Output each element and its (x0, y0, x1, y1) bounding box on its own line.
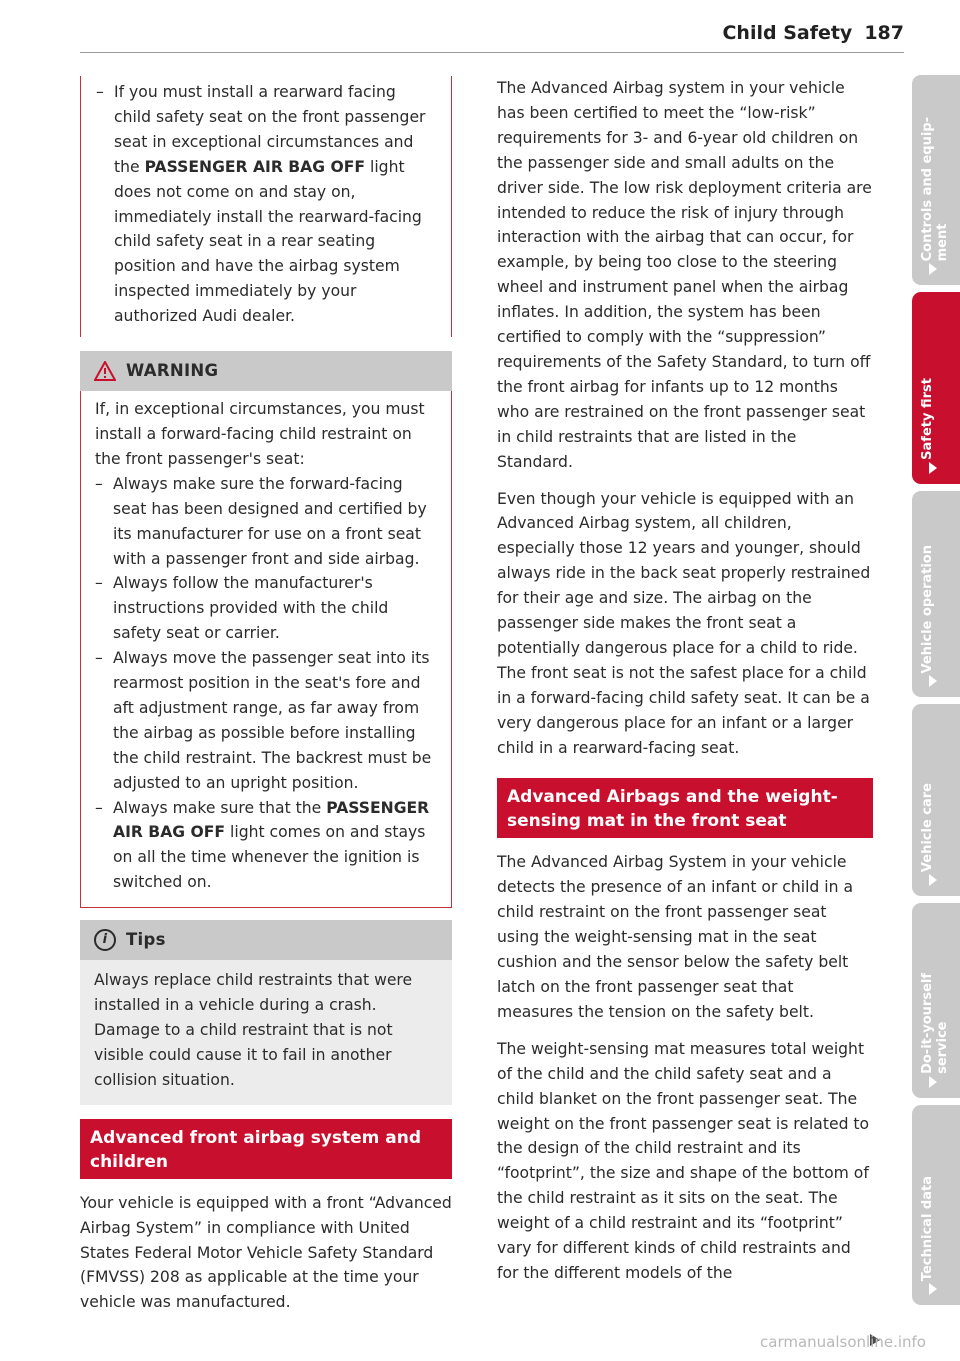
side-tab-label: Safety first (920, 378, 935, 460)
warning-body (80, 391, 452, 908)
left-column (80, 76, 452, 1315)
side-tab-label: Vehicle operation (920, 544, 935, 673)
side-tab-vehicle-operation[interactable] (912, 491, 960, 697)
tab-bullet-icon (929, 1283, 937, 1295)
right-column (497, 76, 873, 1286)
side-tab-label: Technical data (920, 1175, 935, 1281)
continued-warning-item (80, 76, 452, 337)
section-title: Child Safety (722, 22, 853, 44)
side-tab-diy-service[interactable] (912, 903, 960, 1098)
section-heading: Advanced Airbags and the weight-sensing mat in the front seat (497, 778, 873, 838)
tips-title: Tips (126, 929, 166, 949)
warning-header (80, 351, 452, 391)
tab-bullet-icon (929, 1076, 937, 1088)
side-tab-technical-data[interactable] (912, 1105, 960, 1305)
list-item: – Always make sure that the PASSENGER AIR BAG OFF light comes on and stays on all the time whenever the ignition is switched on. (95, 796, 439, 896)
tips-text: Always replace child restraints that were installed in a vehicle during a crash. Damage to a child restraint that is not visible could cause it to fail in another collision situation. (94, 971, 413, 1089)
info-icon: i (94, 929, 116, 951)
paragraph: The weight-sensing mat measures total weight of the child and the child safety seat and a child blanket on the front passenger seat. The weight on the front passenger seat is related to the design of the child restraint and its “footprint”, the size and shape of the bottom of the child restraint as it sits on the seat. The weight of a child restraint and its “footprint” vary for different kinds of child restraints and for the different models of the (497, 1039, 870, 1282)
warning-intro: If, in exceptional circumstances, you must install a forward-facing child restraint on the front passenger's seat: (95, 400, 425, 468)
side-tab-safety[interactable] (912, 292, 960, 484)
paragraph: Even though your vehicle is equipped with an Advanced Airbag system, all children, especially those 12 years and younger, should always ride in the back seat properly restrained for their age and size. The airbag on the passenger side makes the front seat a potentially dangerous place for a child to ride. The front seat is not the safest place for a child in a forward-facing child safety seat. It can be a very dangerous place for an infant or a larger child in a rearward-facing seat. (497, 489, 871, 757)
tab-bullet-icon (929, 874, 937, 886)
header-rule (80, 52, 904, 53)
side-tab-controls[interactable] (912, 75, 960, 285)
list-item: – Always move the passenger seat into its rearmost position in the seat's fore and aft adjustment range, as far away from the airbag as possible before installing the child restraint. The backrest must be adjusted to an upright position. (95, 646, 439, 795)
list-item: – If you must install a rearward facing child safety seat on the front passenger seat in exceptional circumstances and the PASSENGER AIR BAG OFF light does not come on and stay on, immediately install the rearward-facing child safety seat in a rear seating position and have the airbag system inspected immediately by your authorized Audi dealer. (96, 80, 437, 329)
warning-title: WARNING (126, 360, 219, 380)
side-tab-vehicle-care[interactable] (912, 704, 960, 896)
list-item: – Always make sure the forward-facing seat has been designed and certified by its manufacturer for use on a front seat with a passenger front and side airbag. (95, 472, 439, 572)
side-tab-label: Do-it-yourself service (920, 973, 950, 1074)
paragraph: Your vehicle is equipped with a front “Advanced Airbag System” in compliance with United States Federal Motor Vehicle Safety Standard (FMVSS) 208 as applicable at the time your vehicle was manufactured. (80, 1193, 452, 1312)
tips-body (80, 960, 452, 1105)
paragraph: The Advanced Airbag System in your vehicle detects the presence of an infant or child in a child restraint on the front passenger seat using the weight-sensing mat in the seat cushion and the sensor below the safety belt latch on the front passenger seat that measures the tension on the safety belt. (497, 853, 854, 1021)
tab-bullet-icon (929, 263, 937, 275)
list-item: – Always follow the manufacturer's instructions provided with the child safety seat or carrier. (95, 571, 439, 646)
tab-bullet-icon (929, 462, 937, 474)
tab-bullet-icon (929, 675, 937, 687)
page-number: 187 (864, 22, 904, 44)
running-head (722, 22, 904, 44)
tips-header (80, 920, 452, 960)
tips-box (80, 920, 452, 1105)
side-tab-label: Controls and equip- ment (920, 116, 950, 261)
paragraph: The Advanced Airbag system in your vehicle has been certified to meet the “low-risk” requirements for 3- and 6-year old children on the passenger side and small adults on the driver side. The low risk deployment criteria are intended to reduce the risk of injury through interaction with the airbag that can occur, for example, by being too close to the steering wheel and instrument panel when the airbag inflates. In addition, the system has been certified to comply with the “suppression” requirements of the Safety Standard, to turn off the front airbag for infants up to 12 months who are restrained on the front passenger seat in child restraints that are listed in the Standard. (497, 79, 872, 471)
side-tab-label: Vehicle care (920, 782, 935, 872)
section-heading: Advanced front airbag system and children (80, 1119, 452, 1179)
warning-triangle-icon (94, 361, 116, 381)
watermark-text: carmanualsonline.info (760, 1333, 926, 1351)
